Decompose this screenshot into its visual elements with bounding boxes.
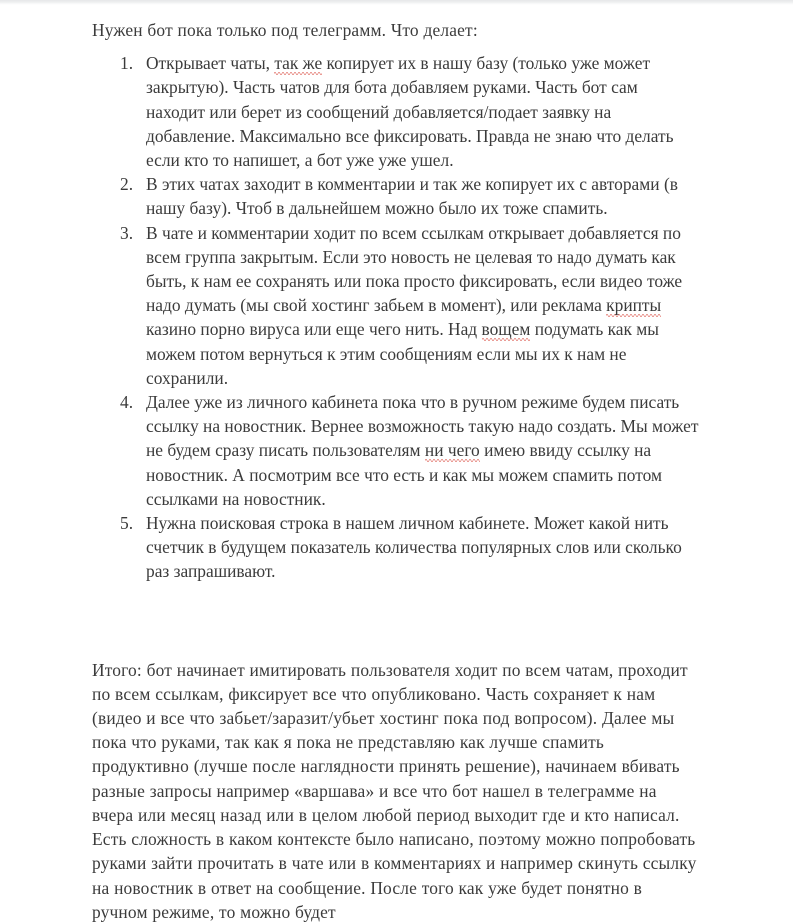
list-item-text: казино порно вируса или еще чего нить. Над — [146, 319, 482, 340]
list-item-text: копирует их в нашу базу (только уже может закрытую). Часть чатов для бота добавляем руками. Часть бот сам находит или берет из сообщений добавляется/подает заявку на добавление. Максимально все фиксировать. Правда не знаю что делать если кто то напишет, а бот уже уже ушел. — [146, 53, 674, 171]
list-item-text: Открывает чаты, — [146, 53, 275, 74]
list-item-text: В этих чатах заходит в комментарии и так же копирует их с авторами (в нашу базу). Чтоб в дальнейшем можно было их тоже спамить. — [146, 174, 678, 219]
spellcheck-error-text: ни чего — [424, 440, 480, 461]
list-item-text: В чате и комментарии ходит по всем ссылкам открывает добавляется по всем группа закрытым. Если это новость не целевая то надо думать как быть, к нам ее сохранять или пока просто фиксировать, если видео тоже надо думать (мы свой хостинг забьем в момент), или реклама — [146, 222, 683, 316]
list-item-text: Нужна поисковая строка в нашем личном кабинете. Может какой нить счетчик в будущем показатель количества популярных слов или сколько раз запрашивают. — [146, 513, 682, 582]
list-item — [92, 390, 701, 511]
requirements-list — [92, 51, 701, 583]
intro-paragraph: Нужен бот пока только под телеграмм. Что делает: — [92, 20, 478, 40]
list-item — [92, 172, 701, 220]
list-item — [92, 51, 701, 172]
list-item-text: подумать как мы можем потом вернуться к этим сообщениям если мы их к нам не сохранили. — [146, 319, 659, 388]
spellcheck-error-text: вощем — [481, 319, 531, 340]
list-item — [92, 511, 701, 584]
list-item-text: Далее уже из личного кабинета пока что в ручном режиме будем писать ссылку на новостник. Вернее возможность такую надо создать. Мы может не будем сразу писать пользователям — [146, 392, 699, 461]
summary-paragraph: Итого: бот начинает имитировать пользователя ходит по всем чатам, проходит по всем ссылкам, фиксирует все что опубликовано. Часть сохраняет к нам (видео и все что забьет/заразит/убьет хостинг пока под вопросом). Далее мы пока что руками, так как я пока не представляю как лучше спамить продуктивно (лучше после наглядности принять решение), начинаем вбивать разные запросы например «варшава» и все что бот нашел в телеграмме на вчера или месяц назад или в целом любой период выходит где и кто написал. Есть сложность в каком контексте было написано, поэтому можно попробовать руками зайти прочитать в чате или в комментариях и например скинуть ссылку на новостник в ответ на сообщение. После того как уже будет понятно в ручном режиме, то можно будет — [92, 659, 697, 922]
spellcheck-error-text: крипты — [606, 295, 662, 316]
section-spacer — [92, 584, 701, 658]
list-item-text: имею ввиду ссылку на новостник. А посмотрим все что есть и как мы можем спамить потом ссылками на новостник. — [146, 440, 662, 509]
spellcheck-error-text: так же — [274, 53, 323, 74]
list-item — [92, 221, 701, 390]
